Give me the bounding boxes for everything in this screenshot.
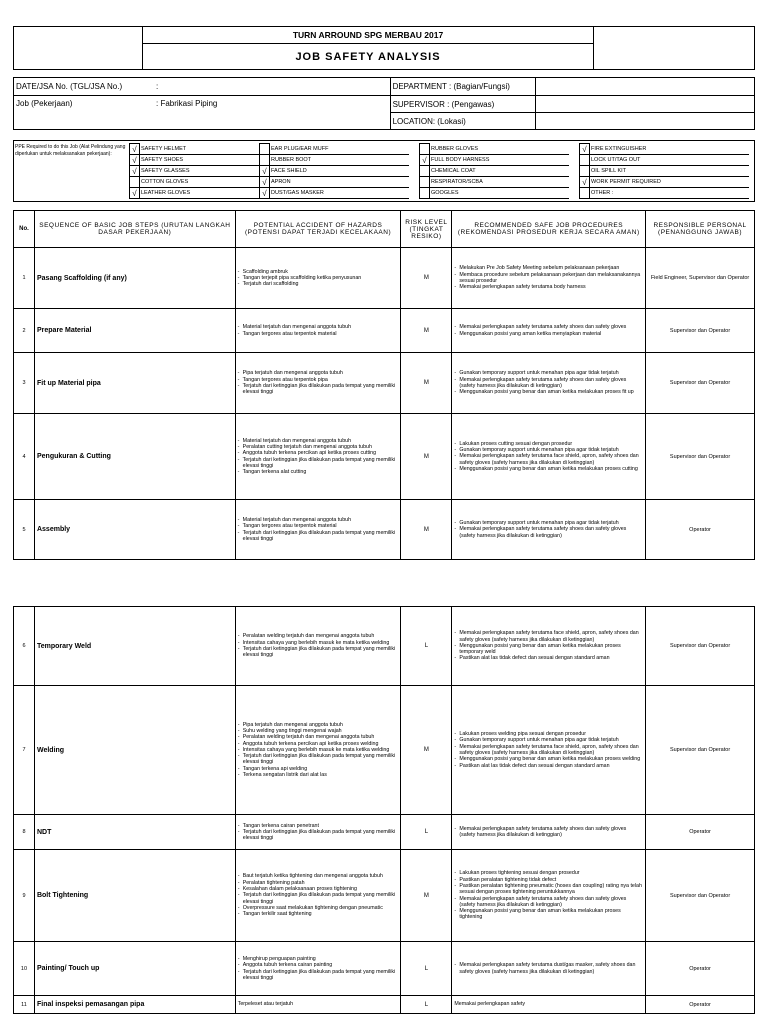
hazards-cell [235, 850, 401, 942]
procedure-item: - Menggunakan posisi yang benar dan aman ketika melakukan proses temporary weld [454, 643, 643, 656]
ppe-checkbox[interactable] [420, 144, 430, 155]
procedures-cell [452, 353, 646, 414]
ppe-label: SAFETY HELMET [140, 144, 260, 155]
procedure-item: - Memakai perlengkapan safety terutama safety shoes dan safety gloves (safety harness jika dilakukan di ketinggian) [454, 377, 643, 390]
hazard-item: - Tangan tergores atau terpentok material [238, 523, 399, 529]
hazard-item: - Tangan terkilir saat tightening [238, 911, 399, 917]
hazard-list [238, 438, 399, 476]
risk-level: M [401, 686, 452, 815]
supervisor-label: SUPERVISOR : (Pengawas) [390, 96, 536, 113]
hazard-list [238, 324, 399, 337]
ppe-item [260, 144, 410, 155]
procedure-item: - Memakai perlengkapan safety terutama face shield, apron, safety shoes dan safety gloves (safety harness jika dilakukan di ketinggian) [454, 744, 643, 757]
table-row [14, 815, 755, 850]
row-number: 5 [14, 500, 35, 560]
hazards-cell [235, 815, 401, 850]
hazards-cell [235, 942, 401, 996]
procedure-item: - Memakai perlengkapan safety terutama face shield, apron, safety shoes dan safety gloves (safety harness jika dilakukan di ketinggian) [454, 453, 643, 466]
ppe-item [580, 188, 750, 199]
risk-level: L [401, 815, 452, 850]
hazard-item: - Terjatuh dari ketinggian jika dilakukan pada tempat yang memiliki elevasi tinggi [238, 530, 399, 543]
row-number: 7 [14, 686, 35, 815]
procedure-item: - Pastikan alat las tidak defect dan sesuai dengan standard aman [454, 655, 643, 661]
ppe-item [260, 166, 410, 177]
ppe-checkbox[interactable]: √ [130, 144, 140, 155]
ppe-label: APRON [270, 177, 410, 188]
responsible-person: Operator [646, 815, 755, 850]
hazard-item: - Pipa terjatuh dan mengenai anggota tubuh [238, 722, 399, 728]
procedure-item: - Memakai perlengkapan safety terutama safety shoes dan safety gloves (safety harness jika dilakukan di ketinggian) [454, 826, 643, 839]
location-label: LOCATION: (Lokasi) [390, 113, 536, 130]
ppe-checkbox[interactable]: √ [260, 177, 270, 188]
table-row [14, 686, 755, 815]
hazard-item: - Terjatuh dari scaffolding [238, 281, 399, 287]
hazard-item: - Tangan terkena cairan penetrant [238, 823, 399, 829]
ppe-item [420, 155, 570, 166]
hazard-item: - Intensitas cahaya yang berlebih masuk ke mata ketika welding [238, 747, 399, 753]
col-hazards: POTENTIAL ACCIDENT OF HAZARDS (POTENSI DAPAT TERJADI KECELAKAAN) [235, 211, 401, 248]
row-number: 10 [14, 942, 35, 996]
procedures-cell [452, 309, 646, 353]
hazard-item: - Terjatuh dari ketinggian jika dilakukan pada tempat yang memiliki elevasi tinggi [238, 753, 399, 766]
hazard-item: - Peralatan welding terjatuh dan mengenai anggota tubuh [238, 734, 399, 740]
ppe-item [130, 155, 260, 166]
job-step: Prepare Material [34, 309, 235, 353]
row-number: 11 [14, 996, 35, 1014]
ppe-label: OTHER : [590, 188, 750, 199]
ppe-item [580, 166, 750, 177]
jsa-table-page-1 [13, 210, 755, 560]
ppe-label: DUST/GAS MASKER [270, 188, 410, 199]
hazard-item: - Overpressure saat melakukan tightening dengan pneumatic [238, 905, 399, 911]
procedure-list [454, 962, 643, 975]
hazard-list [238, 269, 399, 288]
hazards-cell [235, 248, 401, 309]
job-step: Fit up Material pipa [34, 353, 235, 414]
ppe-checkbox[interactable]: √ [130, 166, 140, 177]
ppe-checkbox[interactable]: √ [130, 188, 140, 199]
ppe-section [13, 140, 755, 202]
risk-level: M [401, 414, 452, 500]
ppe-checkbox[interactable]: √ [130, 155, 140, 166]
job-step: Assembly [34, 500, 235, 560]
ppe-label: LEATHER GLOVES [140, 188, 260, 199]
responsible-person: Operator [646, 942, 755, 996]
hazard-item: - Anggota tubuh terkena percikan api ketika proses welding [238, 741, 399, 747]
risk-level: L [401, 607, 452, 686]
table-row [14, 942, 755, 996]
procedure-item: - Pastikan alat las tidak defect dan sesuai dengan standard aman [454, 763, 643, 769]
risk-level: M [401, 309, 452, 353]
project-name: TURN ARROUND SPG MERBAU 2017 [142, 27, 593, 44]
risk-level: M [401, 850, 452, 942]
procedure-item: - Membaca procedure sebelum pelaksanaan pekerjaan dan melaksanakannya sesuai prosedur [454, 272, 643, 285]
procedure-item: - Melakukan Pre Job Safety Meeting sebelum pelaksanaan pekerjaan [454, 265, 643, 271]
procedure-list [454, 520, 643, 539]
col-responsible: RESPONSIBLE PERSONAL (PENANGGUNG JAWAB) [646, 211, 755, 248]
hazard-item: - Baut terjatuh ketika tightening dan mengenai anggota tubuh [238, 873, 399, 879]
hazard-item: - Material terjatuh dan mengenai anggota tubuh [238, 517, 399, 523]
job-step: Welding [34, 686, 235, 815]
ppe-checkbox[interactable] [580, 155, 590, 166]
info-table [13, 77, 755, 130]
table-row [14, 850, 755, 942]
department-value[interactable] [536, 78, 755, 96]
procedure-item: - Lakukan proses cutting sesuai dengan prosedur [454, 441, 643, 447]
responsible-person: Supervisor dan Operator [646, 353, 755, 414]
row-number: 3 [14, 353, 35, 414]
row-number: 8 [14, 815, 35, 850]
procedure-item: - Gunakan temporary support untuk menahan pipa agar tidak terjatuh [454, 737, 643, 743]
procedure-list [454, 731, 643, 769]
page-title: JOB SAFETY ANALYSIS [142, 44, 593, 70]
procedure-item: - Menggunakan posisi yang benar dan aman ketika melakukan proses welding [454, 756, 643, 762]
responsible-person: Operator [646, 500, 755, 560]
procedure-list [454, 324, 643, 337]
procedure-item: - Pastikan peralatan tightening pneumatic (hoses dan coupling) rating nya telah sesuai dengan proses tightening peruntukkannya [454, 883, 643, 896]
date-field[interactable] [14, 78, 391, 96]
responsible-person: Supervisor dan Operator [646, 686, 755, 815]
ppe-label: RUBBER BOOT [270, 155, 410, 166]
procedure-list [454, 370, 643, 395]
table-row [14, 607, 755, 686]
risk-level: L [401, 996, 452, 1014]
hazard-item: - Intensitas cahaya yang berlebih masuk ke mata ketika welding [238, 640, 399, 646]
hazard-item: - Anggota tubuh terkena percikan api ketika proses cutting [238, 450, 399, 456]
department-label: DEPARTMENT : (Bagian/Fungsi) [390, 78, 536, 96]
procedure-item: - Lakukan proses tightening sesuai dengan prosedur [454, 870, 643, 876]
procedure-item: - Menggunakan posisi yang benar dan aman ketika melakukan proses fit up [454, 389, 643, 395]
procedures-cell [452, 815, 646, 850]
hazard-item: - Terjatuh dari ketinggian jika dilakukan pada tempat yang memiliki elevasi tinggi [238, 646, 399, 659]
table-row [14, 353, 755, 414]
procedure-list [454, 870, 643, 920]
hazard-item: - Terjatuh dari ketinggian jika dilakukan pada tempat yang memiliki elevasi tinggi [238, 457, 399, 470]
ppe-column-4 [579, 143, 749, 199]
hazards-cell: Terpeleset atau terjatuh [235, 996, 401, 1014]
hazard-item: - Kesalahan dalam pelaksanaan proses tightening [238, 886, 399, 892]
ppe-checkbox[interactable] [130, 177, 140, 188]
risk-level: M [401, 248, 452, 309]
table-row [14, 500, 755, 560]
ppe-label: WORK PERMIT REQUIRED [590, 177, 750, 188]
procedure-list [454, 265, 643, 290]
ppe-label: FIRE EXTINGUISHER [590, 144, 750, 155]
ppe-checkbox[interactable]: √ [260, 166, 270, 177]
ppe-item [130, 188, 260, 199]
ppe-label: OIL SPILL KIT [590, 166, 750, 177]
risk-level: L [401, 942, 452, 996]
ppe-item [260, 188, 410, 199]
procedures-cell [452, 414, 646, 500]
job-step: NDT [34, 815, 235, 850]
ppe-checkbox[interactable] [420, 166, 430, 177]
responsible-person: Field Engineer, Supervisor dan Operator [646, 248, 755, 309]
job-step: Bolt Tightening [34, 850, 235, 942]
hazard-item: - Pipa terjatuh dan mengenai anggota tubuh [238, 370, 399, 376]
hazards-cell [235, 686, 401, 815]
job-step: Pengukuran & Cutting [34, 414, 235, 500]
hazard-item: - Terjatuh dari ketinggian jika dilakukan pada tempat yang memiliki elevasi tinggi [238, 383, 399, 396]
hazard-item: - Terjatuh dari ketinggian jika dilakukan pada tempat yang memiliki elevasi tinggi [238, 969, 399, 982]
procedure-item: - Memakai perlengkapan safety terutama face shield, apron, safety shoes dan safety gloves (safety harness jika dilakukan di ketinggian) [454, 630, 643, 643]
ppe-checkbox[interactable] [580, 166, 590, 177]
ppe-checkbox[interactable]: √ [420, 155, 430, 166]
ppe-label: EAR PLUG/EAR MUFF [270, 144, 410, 155]
jsa-table-page-2 [13, 606, 755, 1014]
hazard-list [238, 823, 399, 842]
ppe-label: FULL BODY HARNESS [430, 155, 570, 166]
hazard-item: - Peralatan welding terjatuh dan mengenai anggota tubuh [238, 633, 399, 639]
hazard-list [238, 873, 399, 917]
ppe-item [420, 177, 570, 188]
date-value: : [156, 82, 159, 91]
row-number: 4 [14, 414, 35, 500]
responsible-person: Supervisor dan Operator [646, 309, 755, 353]
procedures-cell [452, 500, 646, 560]
row-number: 2 [14, 309, 35, 353]
ppe-item [260, 155, 410, 166]
hazard-item: - Terjatuh dari ketinggian jika dilakukan pada tempat yang memiliki elevasi tinggi [238, 829, 399, 842]
procedure-item: - Memakai perlengkapan safety terutama dust/gas masker, safety shoes dan safety gloves (safety harness jika dilakukan di ketinggian) [454, 962, 643, 975]
ppe-label: GOOGLES [430, 188, 570, 199]
ppe-label: RESPIRATOR/SCBA [430, 177, 570, 188]
hazard-item: - Tangan tergores atau terpentok material [238, 331, 399, 337]
hazard-item: - Peralatan tightening patah [238, 880, 399, 886]
hazard-list [238, 633, 399, 658]
row-number: 1 [14, 248, 35, 309]
hazard-item: - Tangan terkena alat cutting [238, 469, 399, 475]
hazards-cell [235, 309, 401, 353]
table-row [14, 248, 755, 309]
responsible-person: Supervisor dan Operator [646, 607, 755, 686]
hazard-list [238, 722, 399, 779]
procedure-item: - Gunakan temporary support untuk menahan pipa agar tidak terjatuh [454, 447, 643, 453]
ppe-intro: PPE Required to do this Job (Alat Pelindung yang diperlukan untuk melaksanakan pekerjaan): [15, 144, 126, 157]
ppe-checkbox[interactable] [420, 177, 430, 188]
row-number: 6 [14, 607, 35, 686]
supervisor-value[interactable] [536, 96, 755, 113]
procedure-item: - Menggunakan posisi yang benar dan aman ketika melakukan proses cutting [454, 466, 643, 472]
job-value: : Fabrikasi Piping [156, 99, 218, 108]
hazard-item: - Anggota tubuh terkena cairan painting [238, 962, 399, 968]
hazard-list [238, 517, 399, 542]
risk-level: M [401, 500, 452, 560]
hazard-item: - Tangan tergores atau terpentok pipa [238, 377, 399, 383]
ppe-label: FACE SHIELD [270, 166, 410, 177]
procedure-item: - Memakai perlengkapan safety terutama body harness [454, 284, 643, 290]
ppe-item [420, 144, 570, 155]
hazard-item: - Material terjatuh dan mengenai anggota tubuh [238, 324, 399, 330]
procedure-item: - Memakai perlengkapan safety terutama safety shoes dan safety gloves (safety harness jika dilakukan di ketinggian) [454, 526, 643, 539]
job-field[interactable] [14, 96, 391, 130]
ppe-item [130, 166, 260, 177]
procedures-cell [452, 248, 646, 309]
procedure-item: - Gunakan temporary support untuk menahan pipa agar tidak terjatuh [454, 370, 643, 376]
table-row [14, 309, 755, 353]
procedure-item: - Memakai perlengkapan safety terutama safety shoes dan safety gloves [454, 324, 643, 330]
ppe-column-2 [259, 143, 409, 199]
procedures-cell: Memakai perlengkapan safety [452, 996, 646, 1014]
procedure-item: - Menggunakan posisi yang aman ketika menyiapkan material [454, 331, 643, 337]
row-number: 9 [14, 850, 35, 942]
procedures-cell [452, 850, 646, 942]
ppe-label: SAFETY SHOES [140, 155, 260, 166]
procedure-list [454, 630, 643, 661]
procedure-item: - Pastikan peralatan tightening tidak defect [454, 877, 643, 883]
hazard-list [238, 370, 399, 395]
hazard-item: - Tangan terjepit pipa scaffolding ketika penyusunan [238, 275, 399, 281]
job-step: Final inspeksi pemasangan pipa [34, 996, 235, 1014]
ppe-column-1 [129, 143, 259, 199]
date-label: DATE/JSA No. (TGL/JSA No.) [16, 82, 123, 91]
hazard-item: - Menghirup penguapan painting [238, 956, 399, 962]
responsible-person: Supervisor dan Operator [646, 850, 755, 942]
hazard-list [238, 956, 399, 981]
col-steps: SEQUENCE OF BASIC JOB STEPS (URUTAN LANGKAH DASAR PEKERJAAN) [34, 211, 235, 248]
header-table [13, 26, 755, 70]
ppe-label: RUBBER GLOVES [430, 144, 570, 155]
hazards-cell [235, 607, 401, 686]
col-procedures: RECOMMENDED SAFE JOB PROCEDURES (REKOMENDASI PROSEDUR KERJA SECARA AMAN) [452, 211, 646, 248]
ppe-item [420, 188, 570, 199]
ppe-label: COTTON GLOVES [140, 177, 260, 188]
hazard-item: - Peralatan cutting terjatuh dan mengenai anggota tubuh [238, 444, 399, 450]
job-step: Pasang Scaffolding (if any) [34, 248, 235, 309]
table-row [14, 414, 755, 500]
hazard-item: - Terkena sengatan listrik dari alat las [238, 772, 399, 778]
ppe-checkbox[interactable] [580, 188, 590, 199]
ppe-checkbox[interactable]: √ [580, 144, 590, 155]
ppe-checkbox[interactable] [260, 144, 270, 155]
location-value[interactable] [536, 113, 755, 130]
job-label: Job (Pekerjaan) [16, 99, 73, 108]
hazard-item: - Tangan terkena api welding [238, 766, 399, 772]
ppe-checkbox[interactable] [420, 188, 430, 199]
hazard-item: - Scaffolding ambruk [238, 269, 399, 275]
job-step: Temporary Weld [34, 607, 235, 686]
procedure-item: - Gunakan temporary support untuk menahan pipa agar tidak terjatuh [454, 520, 643, 526]
procedures-cell [452, 686, 646, 815]
ppe-item [420, 166, 570, 177]
hazards-cell [235, 353, 401, 414]
hazard-item: - Terjatuh dari ketinggian jika dilakukan pada tempat yang memiliki elevasi tinggi [238, 892, 399, 905]
ppe-checkbox[interactable]: √ [260, 188, 270, 199]
col-risk: RISK LEVEL (TINGKAT RESIKO) [401, 211, 452, 248]
table-row [14, 996, 755, 1014]
procedure-item: - Memakai perlengkapan safety terutama safety shoes dan safety gloves (safety harness jika dilakukan di ketinggian) [454, 896, 643, 909]
ppe-label: LOCK UT/TAG OUT [590, 155, 750, 166]
ppe-item [260, 177, 410, 188]
job-step: Painting/ Touch up [34, 942, 235, 996]
logo-cell [14, 27, 143, 70]
risk-level: M [401, 353, 452, 414]
hazard-item: - Material terjatuh dan mengenai anggota tubuh [238, 438, 399, 444]
ppe-label: SAFETY GLASSES [140, 166, 260, 177]
procedure-item: - Menggunakan posisi yang benar dan aman ketika melakukan proses tightening [454, 908, 643, 921]
procedures-cell [452, 607, 646, 686]
ppe-column-3 [419, 143, 569, 199]
ppe-item [130, 177, 260, 188]
ppe-item [580, 177, 750, 188]
header-right-cell [594, 27, 755, 70]
col-no: No. [14, 211, 35, 248]
ppe-checkbox[interactable]: √ [580, 177, 590, 188]
hazards-cell [235, 500, 401, 560]
procedures-cell [452, 942, 646, 996]
hazard-item: - Suhu welding yang tinggi mengenai wajah [238, 728, 399, 734]
responsible-person: Supervisor dan Operator [646, 414, 755, 500]
ppe-label: CHEMICAL COAT [430, 166, 570, 177]
procedure-list [454, 826, 643, 839]
procedure-item: - Lakukan proses welding pipa sesuai dengan prosedur [454, 731, 643, 737]
procedure-list [454, 441, 643, 472]
ppe-item [580, 155, 750, 166]
ppe-item [580, 144, 750, 155]
table-header-row [14, 211, 755, 248]
responsible-person: Operator [646, 996, 755, 1014]
hazards-cell [235, 414, 401, 500]
ppe-item [130, 144, 260, 155]
ppe-checkbox[interactable] [260, 155, 270, 166]
